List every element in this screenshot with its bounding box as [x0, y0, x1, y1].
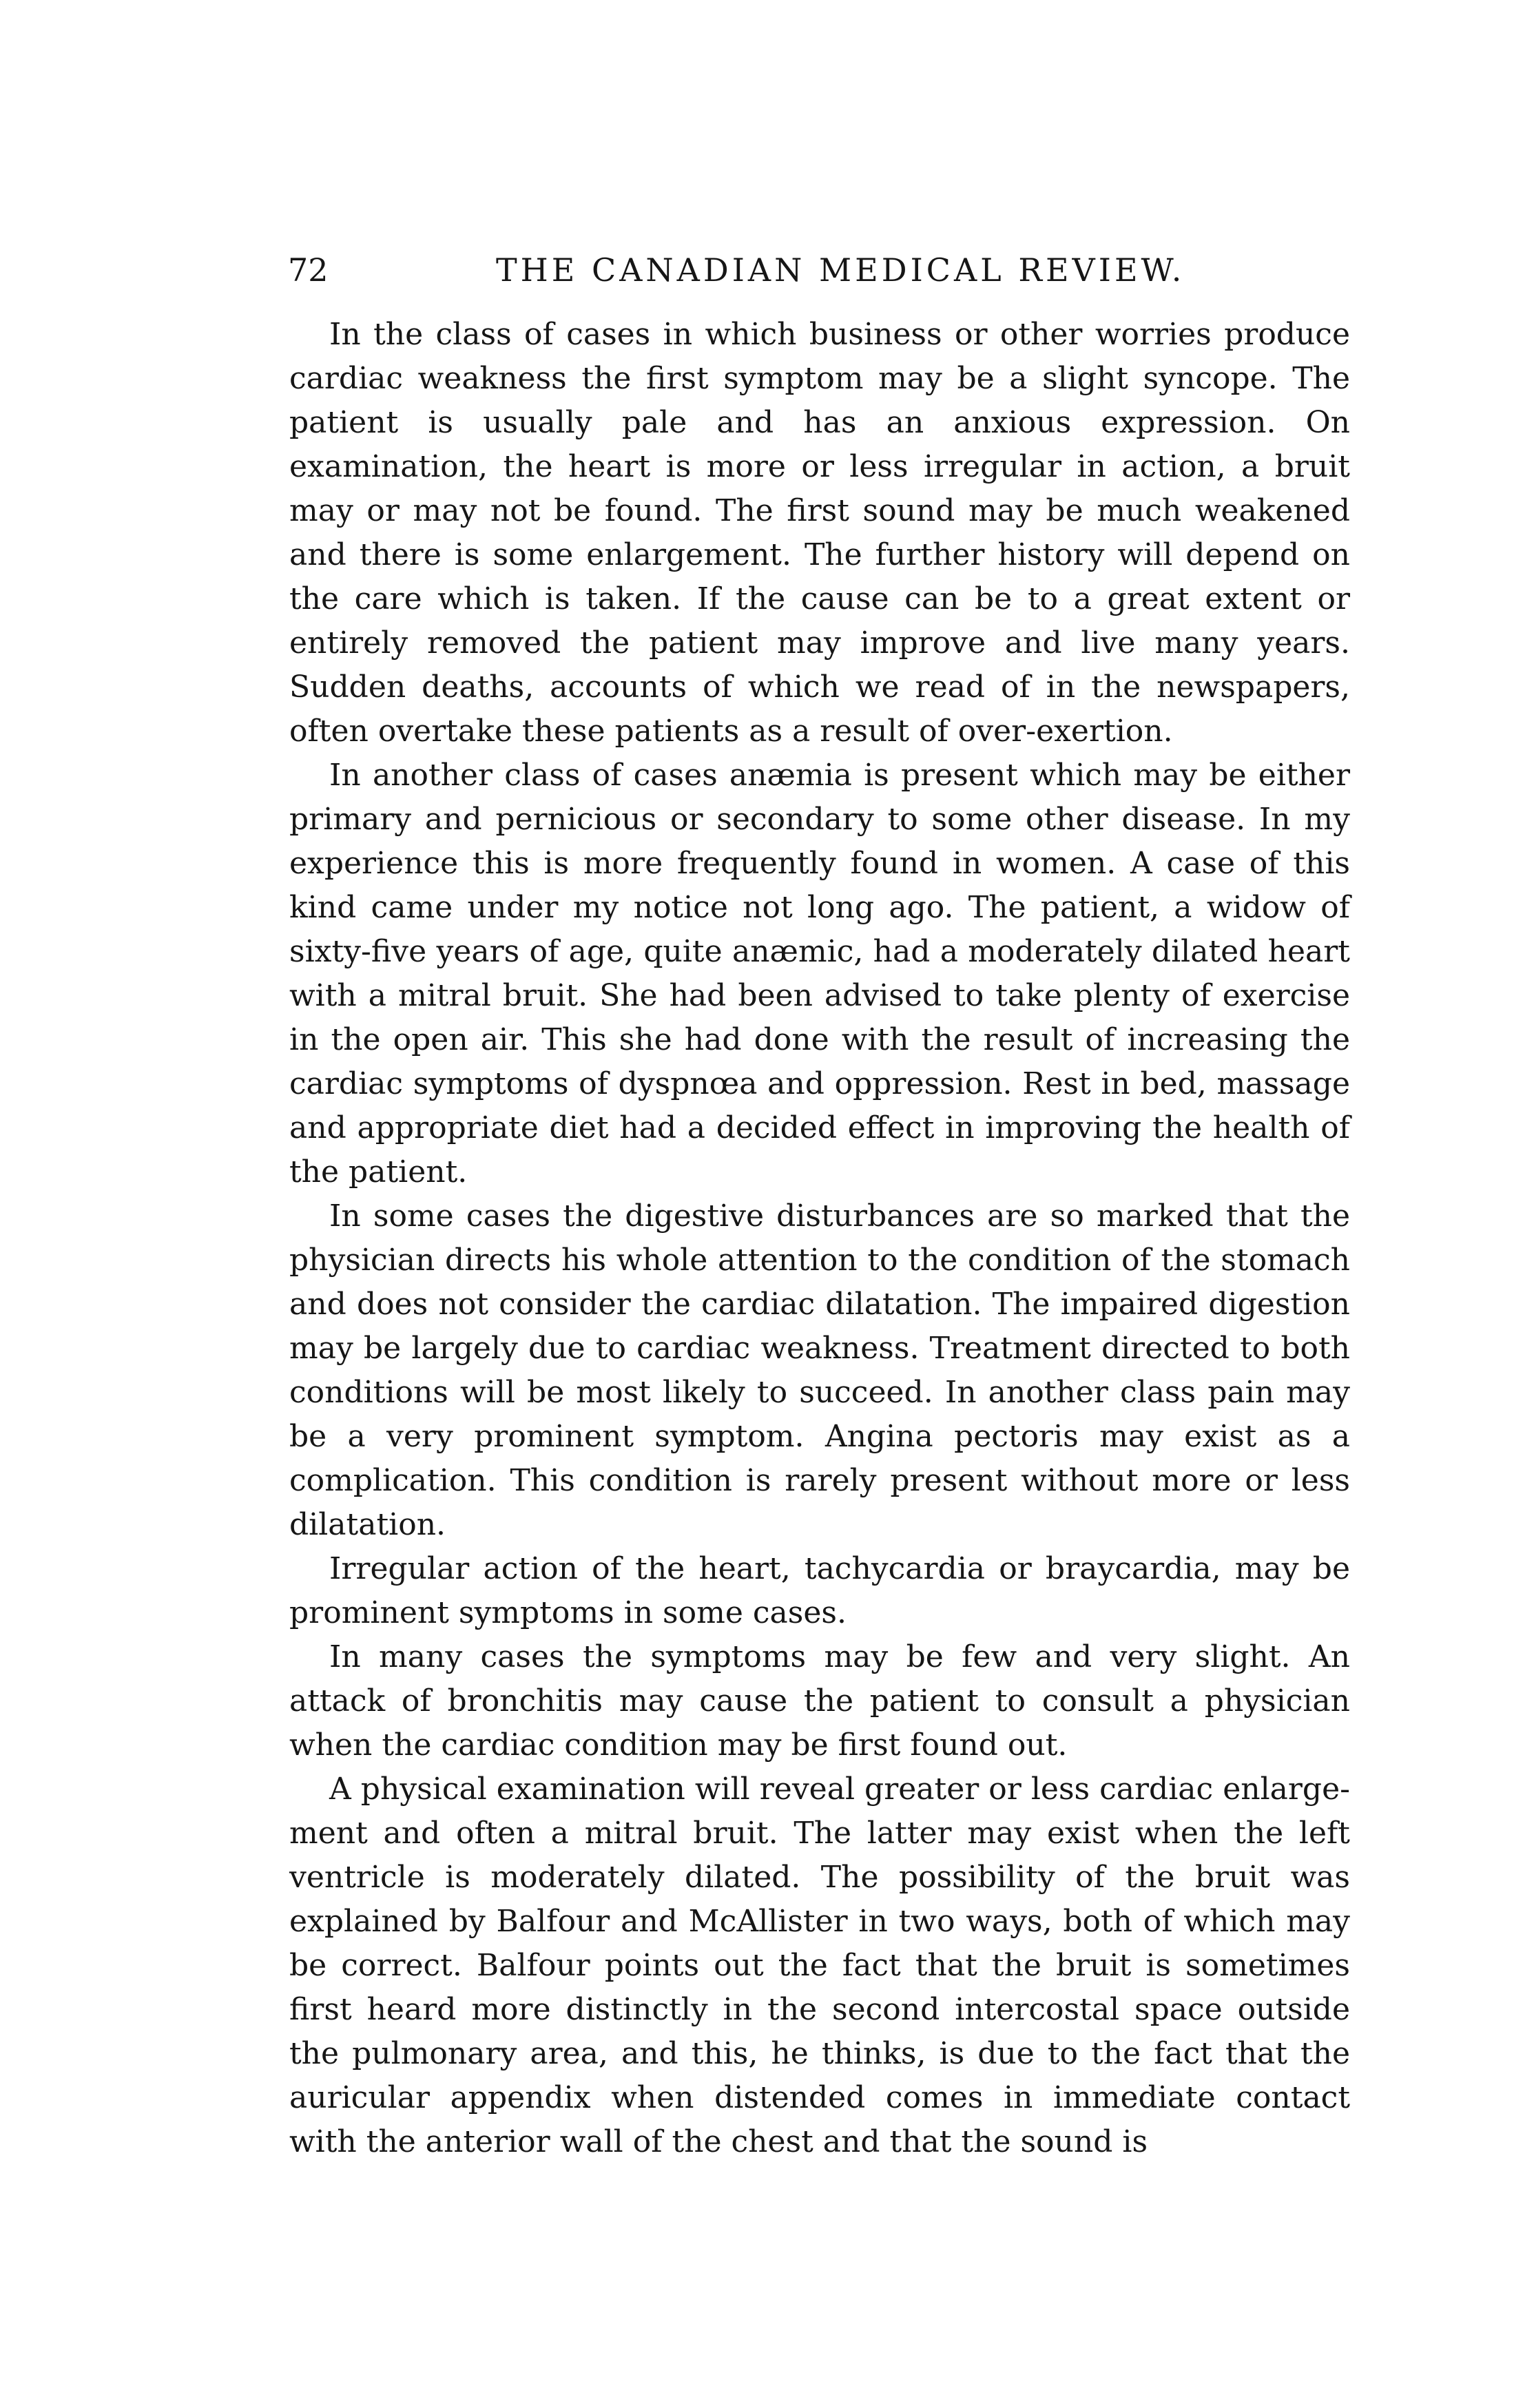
paragraph-physical-examination: A physical examination will reveal greater or less cardiac enlargement and often a mitral bruit. The latter may exist when the left ventricle is moderately dilated. The possibility of the bruit was explained by Balfour and McAllister in two ways, both of which may be correct. Balfour points out the fact that the bruit is sometimes first heard more distinctly in the second intercostal space outside the pulmonary area, and this, he thinks, is due to the fact that the auricular appendix when distended comes in immediate contact with the anterior wall of the chest and that the sound is — [289, 1772, 1350, 2159]
paragraph-anaemia: In another class of cases anæmia is present which may be either primary and pernicious or secondary to some other disease. In my experience this is more frequently found in women. A case of this kind came under my notice not long ago. The patient, a widow of sixty-five years of age, quite anæmic, had a moderately dilated heart with a mitral bruit. She had been advised to take plenty of exercise in the open air. This she had done with the result of increasing the cardiac symptoms of dyspnœa and oppression. Rest in bed, massage and appropriate diet had a decided effect in improving the health of the patient. — [289, 758, 1350, 1190]
paragraph-irregular-action: Irregular action of the heart, tachycardia or braycardia, may be prominent symptoms in some cases. — [289, 1551, 1350, 1630]
journal-page — [289, 242, 1350, 2164]
journal-title: THE CANADIAN MEDICAL REVIEW. — [496, 251, 1185, 289]
paragraph-digestive-disturbances: In some cases the digestive disturbances are so marked that the physician directs his whole attention to the condition of the stomach and does not consider the cardiac dilatation. The impaired digestion may be largely due to cardiac weakness. Treatment directed to both conditions will be most likely to succeed. In another class pain may be a very prominent symptom. Angina pectoris may exist as a complication. This condition is rarely present without more or less dilatation. — [289, 1198, 1350, 1542]
paragraph-business-worries: In the class of cases in which business or other worries produce cardiac weakness the first symptom may be a slight syncope. The patient is usually pale and has an anxious expression. On examination, the heart is more or less irregular in action, a bruit may or may not be found. The first sound may be much weakened and there is some enlargement. The further history will depend on the care which is taken. If the cause can be to a great extent or entirely removed the patient may improve and live many years. Sudden deaths, accounts of which we read of in the newspapers, often overtake these patients as a result of over-exertion. — [289, 317, 1350, 749]
running-head — [289, 242, 1350, 298]
page-number: 72 — [288, 251, 329, 289]
article-body — [289, 313, 1350, 2164]
paragraph-few-symptoms: In many cases the symptoms may be few and very slight. An attack of bronchitis may cause the patient to consult a physician when the cardiac condition may be first found out. — [289, 1639, 1350, 1763]
